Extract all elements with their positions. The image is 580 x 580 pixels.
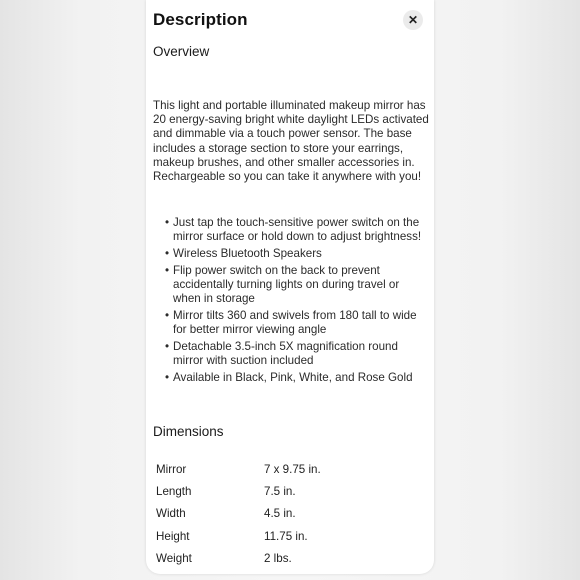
list-item: • Mirror tilts 360 and swivels from 180 tall to wide for better mirror viewing angle — [165, 309, 417, 336]
bullet-dot-icon: • — [165, 216, 170, 229]
close-icon: ✕ — [407, 13, 419, 27]
table-row — [149, 503, 429, 525]
overview-heading: Overview — [153, 44, 210, 59]
bullet-dot-icon: • — [165, 371, 170, 384]
dimension-label: Weight — [156, 552, 192, 566]
description-modal — [146, 0, 434, 574]
list-item: • Wireless Bluetooth Speakers — [165, 247, 322, 260]
table-row — [149, 480, 429, 502]
dimension-value: 11.75 in. — [264, 529, 308, 543]
dimension-label: Width — [156, 507, 186, 521]
list-item: • Available in Black, Pink, White, and Rose Gold — [165, 371, 413, 384]
bullet-dot-icon: • — [165, 264, 170, 277]
dimension-label: Mirror — [156, 462, 187, 476]
bullet-dot-icon: • — [165, 247, 170, 260]
list-item: • Flip power switch on the back to prevent accidentally turning lights on during travel or when in storage — [165, 264, 400, 305]
feature-list — [153, 216, 429, 388]
dimension-label: Length — [156, 485, 192, 499]
close-button[interactable] — [403, 10, 423, 30]
bullet-dot-icon: • — [165, 309, 170, 322]
overview-paragraph: This light and portable illuminated makeup mirror has 20 energy-saving bright white daylight LEDs activated and dimmable via a touch power sensor. The base includes a storage section to store your earrings, makeup brushes, and other smaller accessories in. Rechargeable so you can take it anywhere with you! — [153, 99, 429, 184]
bullet-dot-icon: • — [165, 340, 170, 353]
dimensions-table — [149, 458, 429, 570]
list-item: • Detachable 3.5-inch 5X magnification round mirror with suction included — [165, 340, 398, 367]
modal-title: Description — [153, 10, 248, 29]
dimension-value: 2 lbs. — [264, 552, 292, 566]
table-row — [149, 548, 429, 570]
dimension-value: 4.5 in. — [264, 507, 296, 521]
dimension-value: 7 x 9.75 in. — [264, 462, 321, 476]
dimension-value: 7.5 in. — [264, 485, 296, 499]
list-item: • Just tap the touch-sensitive power switch on the mirror surface or hold down to adjust brightness! — [165, 216, 422, 243]
table-row — [149, 458, 429, 480]
dimension-label: Height — [156, 529, 190, 543]
dimensions-heading: Dimensions — [153, 424, 224, 439]
table-row — [149, 525, 429, 547]
